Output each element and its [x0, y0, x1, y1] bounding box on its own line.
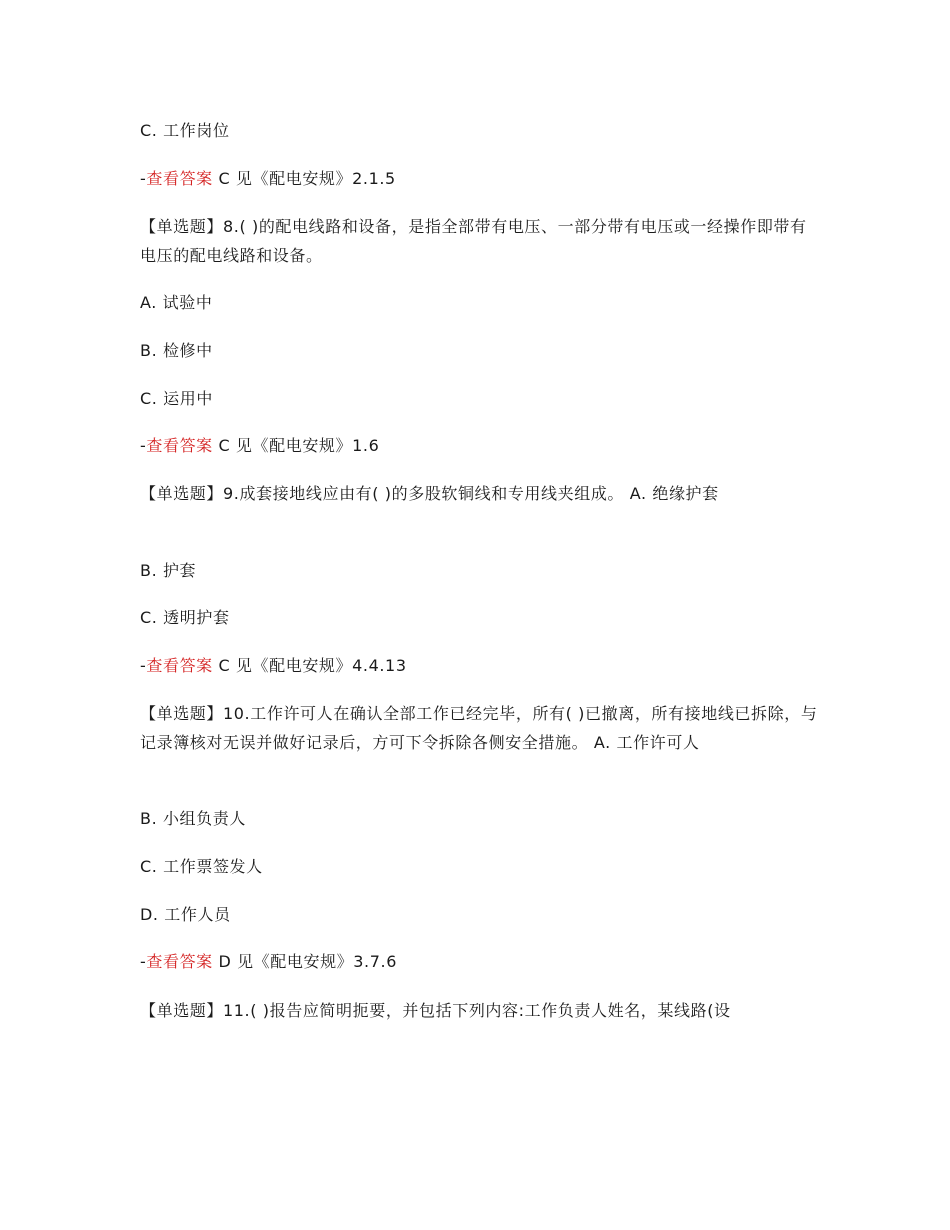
- answer-text: C 见《配电安规》4.4.13: [212, 656, 407, 675]
- answer-text: C 见《配电安规》2.1.5: [212, 169, 396, 188]
- answer-prefix: -: [140, 656, 147, 675]
- answer-line-q9: [140, 651, 820, 680]
- option-b-group-leader: B. 小组负责人: [140, 809, 246, 828]
- answer-line-q7: [140, 164, 820, 193]
- view-answer-link[interactable]: 查看答案: [146, 436, 213, 455]
- answer-line-q10: [140, 947, 820, 976]
- option-c-transparent-sheath: C. 透明护套: [140, 608, 230, 627]
- question-8: 【单选题】8.( )的配电线路和设备，是指全部带有电压、一部分带有电压或一经操作即带有电压的配电线路和设备。: [140, 217, 807, 265]
- answer-prefix: -: [140, 169, 147, 188]
- question-11: 【单选题】11.( )报告应简明扼要，并包括下列内容:工作负责人姓名，某线路(设: [140, 1001, 731, 1020]
- answer-prefix: -: [140, 436, 147, 455]
- option-c-ticket-issuer: C. 工作票签发人: [140, 857, 263, 876]
- question-10: 【单选题】10.工作许可人在确认全部工作已经完毕，所有( )已撤离，所有接地线已拆除，与记录簿核对无误并做好记录后，方可下令拆除各侧安全措施。 A. 工作许可人: [140, 704, 818, 752]
- view-answer-link[interactable]: 查看答案: [146, 656, 213, 675]
- option-b-maintenance: B. 检修中: [140, 341, 213, 360]
- answer-line-q8: [140, 431, 820, 460]
- answer-text: C 见《配电安规》1.6: [212, 436, 380, 455]
- option-a-testing: A. 试验中: [140, 293, 213, 312]
- option-b-sheath: B. 护套: [140, 561, 197, 580]
- answer-text: D 见《配电安规》3.7.6: [212, 952, 397, 971]
- option-c-work-post: C. 工作岗位: [140, 121, 230, 140]
- option-c-in-operation: C. 运用中: [140, 389, 213, 408]
- view-answer-link[interactable]: 查看答案: [146, 169, 213, 188]
- option-d-workers: D. 工作人员: [140, 905, 231, 924]
- view-answer-link[interactable]: 查看答案: [146, 952, 213, 971]
- question-9: 【单选题】9.成套接地线应由有( )的多股软铜线和专用线夹组成。 A. 绝缘护套: [140, 484, 719, 503]
- answer-prefix: -: [140, 952, 147, 971]
